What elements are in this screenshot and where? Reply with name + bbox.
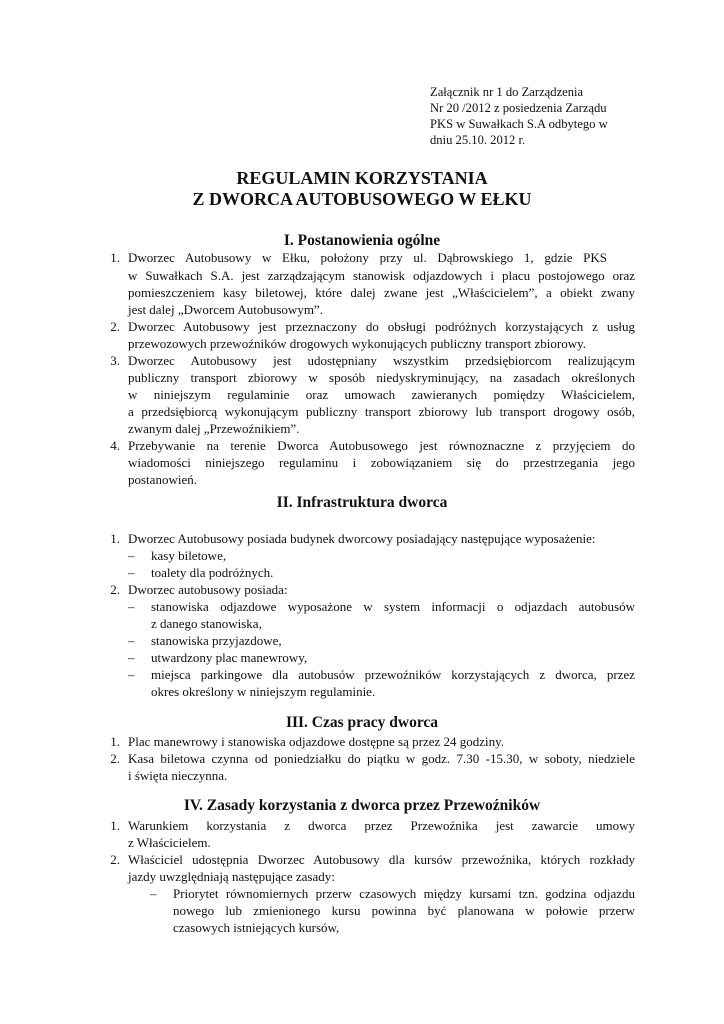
paragraph-line: publiczny transport zbiorowy w sposób niedyskryminujący, na zasadach określonych bbox=[128, 370, 635, 385]
list-number: 1. bbox=[110, 734, 120, 749]
paragraph-line: zwanym dalej „Przewoźnikiem”. bbox=[128, 421, 300, 436]
sublist-item: z danego stanowiska, bbox=[151, 616, 262, 631]
dash-bullet: – bbox=[150, 886, 157, 901]
sublist-item: czasowych istniejących kursów, bbox=[173, 920, 340, 935]
paragraph-line: w niniejszym regulaminie oraz umowach zawieranych pomiędzy Właścicielem, bbox=[128, 387, 635, 402]
paragraph-line: postanowień. bbox=[128, 472, 197, 487]
paragraph-line: Plac manewrowy i stanowiska odjazdowe dostępne są przez 24 godziny. bbox=[128, 734, 505, 749]
paragraph-line: przewozowych przewoźników drogowych wykonujących publiczny transport zbiorowy. bbox=[128, 336, 586, 351]
sublist-item: nowego lub zmienionego kursu powinna być planowana w połowie przerw bbox=[173, 903, 635, 918]
dash-bullet: – bbox=[128, 565, 135, 580]
attachment-line: Załącznik nr 1 do Zarządzenia bbox=[430, 85, 584, 99]
paragraph-line: Właściciel udostępnia Dworzec Autobusowy dla kursów przewoźnika, których rozkłady bbox=[128, 852, 635, 867]
title-line-1: REGULAMIN KORZYSTANIA bbox=[236, 168, 488, 188]
sublist-item: okres określony w niniejszym regulaminie. bbox=[151, 684, 376, 699]
paragraph-line: Dworzec Autobusowy w Ełku, położony przy ul. Dąbrowskiego 1, gdzie PKS bbox=[128, 250, 607, 265]
sublist-item: Priorytet równomiernych przerw czasowych między kursami tzn. godzina odjazdu bbox=[173, 886, 635, 901]
paragraph-line: Dworzec Autobusowy jest przeznaczony do obsługi podróżnych korzystających z usług bbox=[128, 319, 635, 334]
dash-bullet: – bbox=[128, 667, 135, 682]
paragraph-line: wiadomości niniejszego regulaminu i zobowiązaniem się do przestrzegania jego bbox=[128, 455, 635, 470]
paragraph-line: jest dalej „Dworcem Autobusowym”. bbox=[128, 302, 323, 317]
title-line-2: Z DWORCA AUTOBUSOWEGO W EŁKU bbox=[192, 189, 532, 209]
paragraph-line: pomieszczeniem kasy biletowej, które dalej zwane jest „Właścicielem”, a obiekt zwany bbox=[128, 285, 635, 300]
sublist-item: stanowiska odjazdowe wyposażone w system informacji o odjazdach autobusów bbox=[151, 599, 635, 614]
paragraph-line: w Suwałkach S.A. jest zarządzającym stanowisk odjazdowych i placu postojowego oraz bbox=[128, 268, 635, 283]
list-number: 4. bbox=[110, 438, 120, 453]
dash-bullet: – bbox=[128, 633, 135, 648]
paragraph-line: Warunkiem korzystania z dworca przez Przewoźnika jest zawarcie umowy bbox=[128, 818, 635, 833]
section-heading-4: IV. Zasady korzystania z dworca przez Przewoźników bbox=[183, 797, 541, 814]
paragraph-line: a przedsiębiorcą wykonującym publiczny transport zbiorowy lub transport drogowy osób, bbox=[128, 404, 635, 419]
attachment-line: dniu 25.10. 2012 r. bbox=[430, 133, 526, 147]
dash-bullet: – bbox=[128, 599, 135, 614]
paragraph-line: jazdy uwzględniają następujące zasady: bbox=[128, 869, 335, 884]
paragraph-line: i święta nieczynna. bbox=[128, 768, 228, 783]
list-number: 2. bbox=[110, 852, 120, 867]
list-number: 2. bbox=[110, 751, 120, 766]
section-heading-1: I. Postanowienia ogólne bbox=[283, 232, 441, 249]
paragraph-line: Przebywanie na terenie Dworca Autobusowego jest równoznaczne z przyjęciem do bbox=[128, 438, 635, 453]
section-heading-2: II. Infrastruktura dworca bbox=[276, 494, 448, 511]
list-number: 3. bbox=[110, 353, 120, 368]
section-heading-3: III. Czas pracy dworca bbox=[285, 714, 439, 731]
sublist-item: stanowiska przyjazdowe, bbox=[151, 633, 282, 648]
attachment-line: PKS w Suwałkach S.A odbytego w bbox=[430, 117, 608, 131]
paragraph-line: Kasa biletowa czynna od poniedziałku do piątku w godz. 7.30 -15.30, w soboty, niedziele bbox=[128, 751, 635, 766]
list-number: 1. bbox=[110, 531, 120, 546]
paragraph-line: Dworzec Autobusowy jest udostępniany wszystkim przedsiębiorcom realizującym bbox=[128, 353, 635, 368]
list-number: 1. bbox=[110, 818, 120, 833]
sublist-item: toalety dla podróżnych. bbox=[151, 565, 274, 580]
attachment-note bbox=[430, 84, 650, 148]
paragraph-line: Dworzec Autobusowy posiada budynek dworcowy posiadający następujące wyposażenie: bbox=[128, 531, 596, 546]
list-number: 2. bbox=[110, 582, 120, 597]
sublist-item: miejsca parkingowe dla autobusów przewoźników korzystających z dworca, przez bbox=[151, 667, 635, 682]
dash-bullet: – bbox=[128, 548, 135, 563]
sublist-item: utwardzony plac manewrowy, bbox=[151, 650, 308, 665]
paragraph-line: z Właścicielem. bbox=[128, 835, 211, 850]
paragraph-line: Dworzec autobusowy posiada: bbox=[128, 582, 288, 597]
document-title bbox=[80, 168, 644, 210]
list-number: 1. bbox=[110, 250, 120, 265]
list-number: 2. bbox=[110, 319, 120, 334]
attachment-line: Nr 20 /2012 z posiedzenia Zarządu bbox=[430, 101, 607, 115]
dash-bullet: – bbox=[128, 650, 135, 665]
sublist-item: kasy biletowe, bbox=[151, 548, 227, 563]
